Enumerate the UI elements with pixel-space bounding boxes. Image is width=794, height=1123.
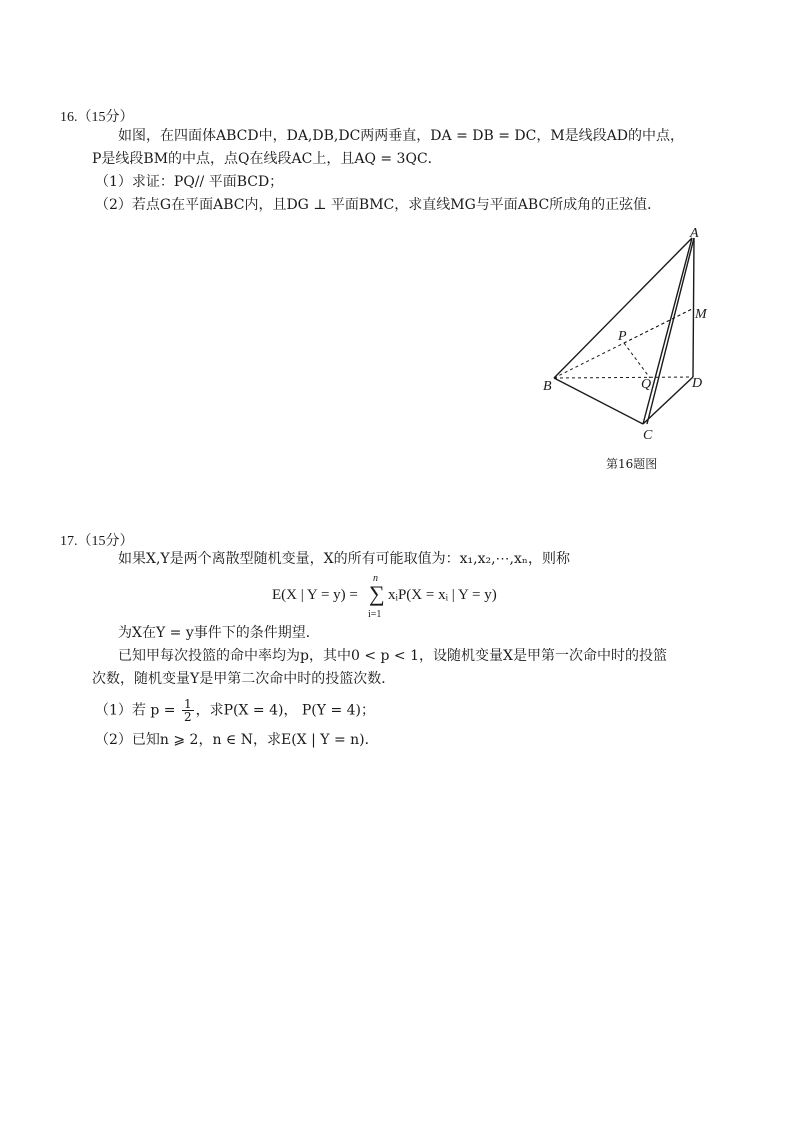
q17-stem-line3: 已知甲每次投篮的命中率均为p，其中0 < p < 1，设随机变量X是甲第一次命中时的投篮 bbox=[118, 648, 667, 664]
q16-part2: （2）若点G在平面ABC内，且DG ⊥ 平面BMC，求直线MG与平面ABC所成角的正弦值． bbox=[95, 197, 662, 213]
label-Q: Q bbox=[641, 377, 652, 392]
dashed-BD bbox=[554, 377, 693, 378]
label-A: A bbox=[690, 228, 699, 241]
edge-AD bbox=[693, 238, 694, 377]
sum-symbol: ∑ bbox=[369, 581, 385, 606]
tetrahedron-figure bbox=[540, 228, 720, 478]
label-B: B bbox=[543, 379, 552, 394]
label-M: M bbox=[695, 307, 707, 322]
label-C: C bbox=[643, 428, 653, 443]
edge-BC bbox=[554, 378, 643, 424]
fraction-numerator: 1 bbox=[183, 697, 192, 711]
edge-AC-right bbox=[647, 238, 694, 424]
q17-part1-post: ，求P(X = 4)， P(Y = 4)； bbox=[195, 702, 376, 719]
edge-AB bbox=[554, 238, 692, 378]
sum-lower-limit: i=1 bbox=[368, 609, 382, 620]
q16-stem-line2: P是线段BM的中点，点Q在线段AC上，且AQ = 3QC． bbox=[92, 151, 442, 167]
dashed-PQ bbox=[624, 343, 650, 378]
q16-stem-line1: 如图，在四面体ABCD中，DA,DB,DC两两垂直，DA = DB = DC，M是线段AD的中点， bbox=[118, 128, 684, 144]
figure-caption: 第16题图 bbox=[606, 457, 658, 471]
formula-rhs: xᵢP(X = xᵢ | Y = y) bbox=[388, 587, 497, 603]
q17-part1-pre: （1）若 p = bbox=[95, 702, 180, 719]
label-P: P bbox=[618, 329, 627, 344]
q17-part2: （2）已知n ⩾ 2，n ∈ N，求E(X | Y = n)． bbox=[95, 732, 379, 748]
formula-lhs: E(X | Y = y) = bbox=[272, 587, 358, 603]
fraction-one-half bbox=[182, 698, 194, 723]
q17-stem-line1: 如果X,Y是两个离散型随机变量，X的所有可能取值为：x₁,x₂,⋯,xₙ，则称 bbox=[118, 551, 570, 567]
sum-upper-limit: n bbox=[373, 573, 378, 584]
label-D: D bbox=[692, 376, 703, 391]
q16-header: 16.（15分） bbox=[60, 110, 134, 125]
q17-part1 bbox=[95, 698, 375, 723]
q17-stem-line2: 为X在Y = y事件下的条件期望． bbox=[118, 625, 320, 641]
q17-header: 17.（15分） bbox=[60, 534, 134, 549]
edge-AC-left bbox=[643, 238, 692, 424]
q16-part1: （1）求证：PQ// 平面BCD； bbox=[95, 174, 284, 190]
fraction-denominator: 2 bbox=[183, 710, 192, 724]
q17-stem-line4: 次数，随机变量Y是甲第二次命中时的投篮次数． bbox=[92, 671, 396, 687]
